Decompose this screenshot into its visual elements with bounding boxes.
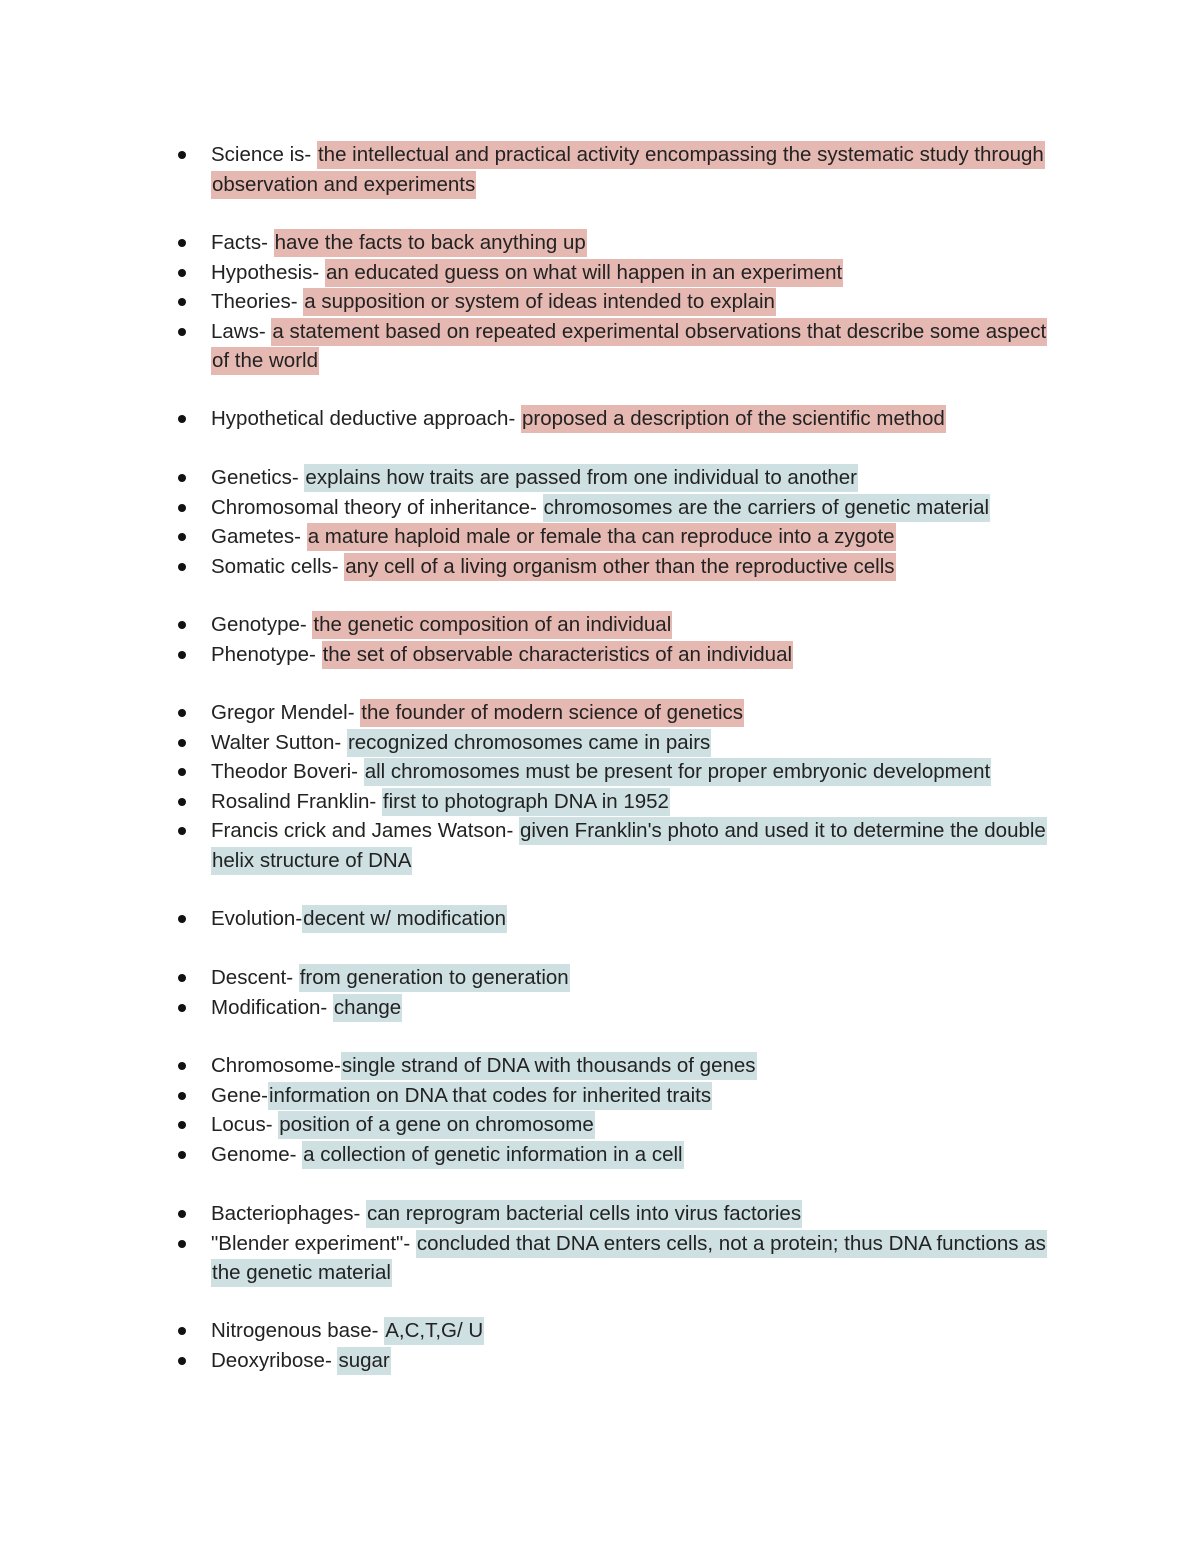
term: Francis crick and James Watson- <box>211 819 519 842</box>
term: Rosalind Franklin- <box>211 789 382 813</box>
bullet-icon <box>178 1327 186 1335</box>
term: Facts- <box>211 231 274 254</box>
bullet-group <box>172 228 1052 376</box>
bullet-icon <box>178 709 186 717</box>
list-item <box>172 317 1052 376</box>
list-item <box>172 993 1052 1023</box>
bullet-icon <box>178 798 186 806</box>
definition: a collection of genetic information in a cell <box>302 1141 683 1169</box>
definition: A,C,T,G/ U <box>384 1317 484 1345</box>
definition: a statement based on repeated experimental observations that describe some aspect of the world <box>211 318 1047 376</box>
definition: information on DNA that codes for inherited traits <box>268 1082 712 1110</box>
list-item <box>172 228 1052 258</box>
list-item <box>172 1316 1052 1346</box>
term: Nitrogenous base- <box>211 1319 385 1342</box>
bullet-icon <box>178 474 186 482</box>
definition: the intellectual and practical activity encompassing the systematic study through observation and experiments <box>211 141 1045 199</box>
term: Somatic cells- <box>211 554 345 578</box>
list-item <box>172 522 1052 552</box>
definition: have the facts to back anything up <box>274 229 587 257</box>
list-item <box>172 1081 1052 1111</box>
list-item <box>172 552 1052 582</box>
term: "Blender experiment"- <box>211 1231 416 1255</box>
bullet-icon <box>178 298 186 306</box>
term: Genotype- <box>211 613 313 636</box>
bullet-icon <box>178 827 186 835</box>
list-item <box>172 1346 1052 1376</box>
term: Hypothesis- <box>211 260 325 284</box>
term: Walter Sutton- <box>211 730 347 754</box>
term: Chromosomal theory of inheritance- <box>211 495 543 519</box>
bullet-group <box>172 140 1052 199</box>
bullet-group <box>172 610 1052 669</box>
list-item <box>172 404 1052 434</box>
term: Genome- <box>211 1142 303 1166</box>
bullet-icon <box>178 1210 186 1218</box>
term: Science is- <box>211 143 317 166</box>
bullet-icon <box>178 1062 186 1070</box>
term: Gametes- <box>211 525 307 548</box>
bullet-group <box>172 1051 1052 1169</box>
list-item <box>172 787 1052 817</box>
definition: decent w/ modification <box>302 905 507 933</box>
bullet-group <box>172 404 1052 434</box>
list-item <box>172 493 1052 523</box>
term: Genetics- <box>211 466 305 489</box>
definition: explains how traits are passed from one individual to another <box>304 464 858 492</box>
definition: sugar <box>337 1347 390 1375</box>
bullet-icon <box>178 1092 186 1100</box>
term: Phenotype- <box>211 642 322 666</box>
bullet-icon <box>178 1004 186 1012</box>
list-item <box>172 140 1052 199</box>
list-item <box>172 904 1052 934</box>
bullet-icon <box>178 328 186 336</box>
bullet-icon <box>178 768 186 776</box>
bullet-group <box>172 463 1052 581</box>
definition: from generation to generation <box>299 964 570 992</box>
list-item <box>172 757 1052 787</box>
list-item <box>172 1051 1052 1081</box>
definition: any cell of a living organism other than the reproductive cells <box>344 553 895 581</box>
term: Theories- <box>211 290 304 313</box>
definition: an educated guess on what will happen in an experiment <box>325 259 843 287</box>
definition: concluded that DNA enters cells, not a protein; thus DNA functions as the genetic material <box>211 1230 1047 1288</box>
list-item <box>172 640 1052 670</box>
list-item <box>172 258 1052 288</box>
bullet-icon <box>178 974 186 982</box>
bullet-icon <box>178 415 186 423</box>
bullet-icon <box>178 1357 186 1365</box>
list-item <box>172 728 1052 758</box>
list-item <box>172 610 1052 640</box>
bullet-icon <box>178 1240 186 1248</box>
definition: the genetic composition of an individual <box>312 611 672 639</box>
bullet-icon <box>178 269 186 277</box>
list-item <box>172 287 1052 317</box>
bullet-group <box>172 904 1052 934</box>
list-item <box>172 1199 1052 1229</box>
bullet-group <box>172 1199 1052 1288</box>
list-item <box>172 463 1052 493</box>
definition: chromosomes are the carriers of genetic material <box>543 494 991 522</box>
list-item <box>172 698 1052 728</box>
term: Gene- <box>211 1083 268 1107</box>
bullet-icon <box>178 739 186 747</box>
definition: a supposition or system of ideas intended to explain <box>303 288 776 316</box>
term: Deoxyribose- <box>211 1348 338 1372</box>
definition: the set of observable characteristics of an individual <box>322 641 793 669</box>
term: Evolution- <box>211 907 303 930</box>
bullet-icon <box>178 621 186 629</box>
bullet-group <box>172 698 1052 875</box>
term: Locus- <box>211 1113 279 1136</box>
definition: first to photograph DNA in 1952 <box>382 788 670 816</box>
bullet-icon <box>178 563 186 571</box>
bullet-icon <box>178 651 186 659</box>
term: Gregor Mendel- <box>211 701 361 724</box>
definition: can reprogram bacterial cells into virus factories <box>366 1200 802 1228</box>
bullet-group <box>172 1316 1052 1375</box>
term: Descent- <box>211 966 299 989</box>
bullet-icon <box>178 504 186 512</box>
definition: a mature haploid male or female tha can reproduce into a zygote <box>307 523 896 551</box>
term: Modification- <box>211 995 333 1019</box>
list-item <box>172 963 1052 993</box>
bullet-icon <box>178 151 186 159</box>
bullet-icon <box>178 533 186 541</box>
bullet-icon <box>178 239 186 247</box>
definition: position of a gene on chromosome <box>278 1111 595 1139</box>
bullet-icon <box>178 1151 186 1159</box>
definition: proposed a description of the scientific method <box>521 405 946 433</box>
term: Hypothetical deductive approach- <box>211 407 521 430</box>
term: Theodor Boveri- <box>211 760 364 783</box>
list-item <box>172 1140 1052 1170</box>
definition: all chromosomes must be present for proper embryonic development <box>364 758 992 786</box>
bullet-icon <box>178 915 186 923</box>
definition: change <box>333 994 402 1022</box>
bullet-icon <box>178 1121 186 1129</box>
definition: given Franklin's photo and used it to determine the double helix structure of DNA <box>211 817 1047 875</box>
bullet-group <box>172 963 1052 1022</box>
list-item <box>172 1229 1052 1288</box>
list-item <box>172 1110 1052 1140</box>
term: Laws- <box>211 319 272 343</box>
list-item <box>172 816 1052 875</box>
definition: recognized chromosomes came in pairs <box>347 729 711 757</box>
definition: the founder of modern science of genetics <box>360 699 744 727</box>
term: Bacteriophages- <box>211 1202 366 1225</box>
term: Chromosome- <box>211 1054 341 1077</box>
definition: single strand of DNA with thousands of genes <box>341 1052 757 1080</box>
